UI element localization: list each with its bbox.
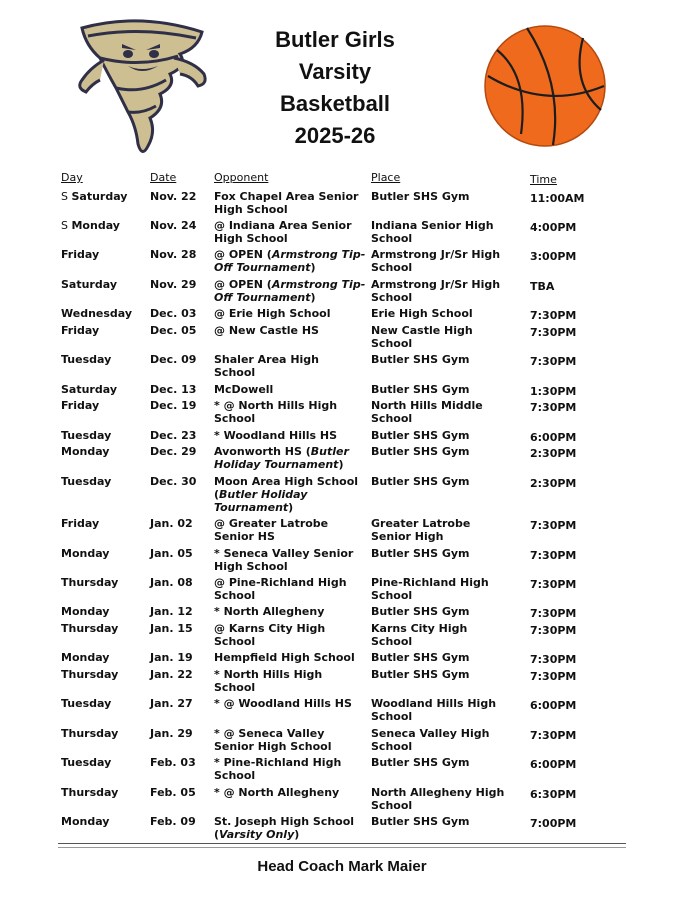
game-date: Nov. 28 [150,248,197,261]
game-date: Nov. 29 [150,278,197,291]
schedule-title [240,24,430,152]
day-name: Saturday [61,278,117,291]
opponent-line: Off Tournament) [214,261,316,274]
game-place [371,517,521,543]
place-line: School [371,799,413,812]
game-day [61,429,149,442]
game-opponent [214,383,372,396]
game-opponent [214,190,372,216]
day-name: Saturday [61,383,117,396]
game-time: 11:00AM [530,192,585,205]
game-time: 1:30PM [530,385,577,398]
place-line: New Castle High [371,324,473,337]
game-time: 7:30PM [530,309,577,322]
game-day [61,278,149,291]
game-opponent [214,248,372,274]
game-opponent [214,547,372,573]
game-date: Jan. 27 [150,697,193,710]
game-date: Dec. 03 [150,307,197,320]
game-time: 6:00PM [530,431,577,444]
column-header-date: Date [150,171,177,184]
place-line: Butler SHS Gym [371,429,470,442]
game-opponent [214,445,372,471]
day-name: Monday [61,605,110,618]
tournament-note: Holiday Tournament [214,458,339,471]
opponent-line: * Woodland Hills HS [214,429,338,442]
game-opponent [214,307,372,320]
game-opponent [214,605,372,618]
day-prefix: S [61,219,72,232]
game-day [61,383,149,396]
game-day [61,248,149,261]
game-place [371,324,521,350]
game-day [61,756,149,769]
game-place [371,756,521,769]
game-time: 7:30PM [530,729,577,742]
game-day [61,219,149,232]
game-opponent [214,651,372,664]
game-place [371,248,521,274]
place-line: School [371,740,413,753]
opponent-line: @ Pine-Richland High [214,576,347,589]
place-line: Woodland Hills High [371,697,497,710]
game-day [61,190,149,203]
game-date: Feb. 09 [150,815,196,828]
game-opponent [214,786,372,799]
game-day [61,547,149,560]
place-line: Butler SHS Gym [371,547,470,560]
game-place [371,576,521,602]
game-place [371,399,521,425]
place-line: Greater Latrobe [371,517,471,530]
game-place [371,605,521,618]
game-day [61,605,149,618]
tournament-note: Butler Holiday [219,488,308,501]
game-date: Jan. 05 [150,547,193,560]
game-place [371,429,521,442]
opponent-line: * North Hills High [214,668,323,681]
head-coach-line: Head Coach Mark Maier [257,858,427,875]
place-line: Butler SHS Gym [371,815,470,828]
day-name: Tuesday [61,429,112,442]
divider [58,843,626,844]
opponent-line: * @ Woodland Hills HS [214,697,352,710]
opponent-line: School [214,769,256,782]
opponent-line: * @ Seneca Valley [214,727,325,740]
game-date: Jan. 19 [150,651,193,664]
game-time: TBA [530,280,555,293]
opponent-line: (Varsity Only) [214,828,300,841]
day-name: Wednesday [61,307,133,320]
game-opponent [214,219,372,245]
opponent-line: Avonworth HS (Butler [214,445,349,458]
game-place [371,622,521,648]
opponent-line: @ Indiana Area Senior [214,219,352,232]
opponent-line: School [214,635,256,648]
tournament-note: Butler [310,445,349,458]
game-opponent [214,697,372,710]
day-name: Tuesday [61,756,112,769]
place-line: Butler SHS Gym [371,668,470,681]
opponent-line: @ Erie High School [214,307,331,320]
opponent-line: School [214,366,256,379]
day-name: Monday [61,651,110,664]
tournament-note: Tournament [214,501,289,514]
game-opponent [214,668,372,694]
game-opponent [214,399,372,425]
game-date: Jan. 02 [150,517,193,530]
game-time: 7:30PM [530,578,577,591]
game-opponent [214,475,372,514]
game-day [61,697,149,710]
game-time: 3:00PM [530,250,577,263]
divider [58,847,626,848]
opponent-line: School [214,681,256,694]
game-time: 7:30PM [530,326,577,339]
game-time: 6:00PM [530,699,577,712]
game-time: 7:30PM [530,549,577,562]
game-time: 2:30PM [530,477,577,490]
opponent-line: Senior High School [214,740,332,753]
game-place [371,651,521,664]
game-date: Jan. 15 [150,622,193,635]
day-name: Monday [61,815,110,828]
opponent-line: High School [214,232,288,245]
opponent-line: (Butler Holiday [214,488,308,501]
game-time: 7:30PM [530,670,577,683]
game-place [371,353,521,366]
place-line: Butler SHS Gym [371,383,470,396]
game-time: 6:00PM [530,758,577,771]
opponent-line: High School [214,560,288,573]
place-line: Butler SHS Gym [371,475,470,488]
day-name: Friday [61,324,100,337]
game-date: Dec. 29 [150,445,197,458]
game-time: 4:00PM [530,221,577,234]
tournament-note: Varsity Only [219,828,295,841]
game-place [371,697,521,723]
game-date: Feb. 03 [150,756,196,769]
tournament-note: Off Tournament [214,261,311,274]
game-time: 7:30PM [530,624,577,637]
game-day [61,668,149,681]
game-time: 7:30PM [530,653,577,666]
opponent-line: * Pine-Richland High [214,756,342,769]
place-line: Seneca Valley High [371,727,490,740]
game-place [371,786,521,812]
place-line: School [371,291,413,304]
game-place [371,547,521,560]
place-line: Armstrong Jr/Sr High [371,248,501,261]
opponent-line: * North Allegheny [214,605,325,618]
column-header-opponent: Opponent [214,171,269,184]
game-opponent [214,622,372,648]
column-header-time: Time [530,173,557,186]
day-name: Monday [71,219,120,232]
tornado-mascot-icon [70,14,210,160]
game-opponent [214,353,372,379]
tournament-note: Off Tournament [214,291,311,304]
opponent-line: Senior HS [214,530,275,543]
place-line: Indiana Senior High [371,219,494,232]
game-day [61,324,149,337]
game-date: Dec. 13 [150,383,197,396]
place-line: School [371,589,413,602]
tournament-note: Armstrong Tip- [271,278,366,291]
game-opponent [214,517,372,543]
place-line: Butler SHS Gym [371,756,470,769]
game-time: 7:30PM [530,401,577,414]
game-day [61,475,149,488]
place-line: Pine-Richland High [371,576,489,589]
opponent-line: Shaler Area High [214,353,319,366]
place-line: Butler SHS Gym [371,353,470,366]
game-date: Nov. 22 [150,190,197,203]
column-header-day: Day [61,171,83,184]
game-opponent [214,815,372,841]
game-day [61,399,149,412]
game-day [61,576,149,589]
opponent-line: Holiday Tournament) [214,458,344,471]
game-place [371,383,521,396]
opponent-line: Fox Chapel Area Senior [214,190,359,203]
place-line: Erie High School [371,307,473,320]
opponent-line: * @ North Hills High [214,399,338,412]
day-name: Monday [61,547,110,560]
game-place [371,307,521,320]
game-time: 7:30PM [530,607,577,620]
opponent-line: High School [214,203,288,216]
place-line: School [371,261,413,274]
game-place [371,190,521,203]
day-prefix: S [61,190,72,203]
day-name: Saturday [71,190,128,203]
day-name: Friday [61,248,100,261]
place-line: North Allegheny High [371,786,505,799]
game-date: Jan. 12 [150,605,193,618]
place-line: North Hills Middle [371,399,483,412]
opponent-line: * Seneca Valley Senior [214,547,354,560]
opponent-line: Hempfield High School [214,651,355,664]
day-name: Monday [61,445,110,458]
game-time: 6:30PM [530,788,577,801]
opponent-line: Off Tournament) [214,291,316,304]
game-opponent [214,324,372,337]
game-date: Dec. 19 [150,399,197,412]
opponent-line: @ OPEN (Armstrong Tip- [214,248,366,261]
game-day [61,727,149,740]
place-line: Butler SHS Gym [371,445,470,458]
game-day [61,786,149,799]
day-name: Friday [61,399,100,412]
day-name: Thursday [61,576,119,589]
game-opponent [214,576,372,602]
game-day [61,622,149,635]
game-opponent [214,727,372,753]
place-line: School [371,412,413,425]
game-date: Dec. 30 [150,475,197,488]
day-name: Tuesday [61,697,112,710]
game-day [61,307,149,320]
opponent-line: * @ North Allegheny [214,786,340,799]
opponent-line: @ Greater Latrobe [214,517,329,530]
day-name: Tuesday [61,353,112,366]
game-time: 7:00PM [530,817,577,830]
opponent-line: Moon Area High School [214,475,359,488]
opponent-line: School [214,589,256,602]
game-date: Jan. 22 [150,668,193,681]
place-line: School [371,232,413,245]
game-place [371,219,521,245]
day-name: Tuesday [61,475,112,488]
place-line: School [371,635,413,648]
place-line: School [371,710,413,723]
game-place [371,475,521,488]
game-opponent [214,756,372,782]
opponent-line: McDowell [214,383,274,396]
game-date: Dec. 05 [150,324,197,337]
day-name: Thursday [61,727,119,740]
game-day [61,517,149,530]
basketball-icon [483,24,607,148]
game-day [61,445,149,458]
game-place [371,815,521,828]
game-date: Jan. 08 [150,576,193,589]
day-name: Thursday [61,786,119,799]
place-line: Karns City High [371,622,468,635]
game-day [61,651,149,664]
title-line: Varsity [298,59,372,84]
game-place [371,668,521,681]
place-line: Butler SHS Gym [371,605,470,618]
game-place [371,278,521,304]
game-date: Nov. 24 [150,219,197,232]
game-time: 2:30PM [530,447,577,460]
opponent-line: School [214,412,256,425]
day-name: Thursday [61,622,119,635]
title-line: 2025-26 [294,123,376,148]
game-day [61,353,149,366]
game-date: Jan. 29 [150,727,193,740]
day-name: Friday [61,517,100,530]
opponent-line: @ OPEN (Armstrong Tip- [214,278,366,291]
place-line: School [371,337,413,350]
opponent-line: @ Karns City High [214,622,326,635]
game-day [61,815,149,828]
game-opponent [214,429,372,442]
game-date: Dec. 23 [150,429,197,442]
day-name: Thursday [61,668,119,681]
title-line: Basketball [279,91,391,116]
place-line: Butler SHS Gym [371,651,470,664]
opponent-line: @ New Castle HS [214,324,319,337]
game-opponent [214,278,372,304]
game-place [371,727,521,753]
game-place [371,445,521,458]
place-line: Butler SHS Gym [371,190,470,203]
tournament-note: Armstrong Tip- [271,248,366,261]
column-header-place: Place [371,171,401,184]
game-date: Feb. 05 [150,786,196,799]
opponent-line: St. Joseph High School [214,815,355,828]
game-time: 7:30PM [530,355,577,368]
title-line: Butler Girls [275,27,395,52]
opponent-line: Tournament) [214,501,294,514]
game-date: Dec. 09 [150,353,197,366]
game-time: 7:30PM [530,519,577,532]
place-line: Senior High [371,530,444,543]
place-line: Armstrong Jr/Sr High [371,278,501,291]
